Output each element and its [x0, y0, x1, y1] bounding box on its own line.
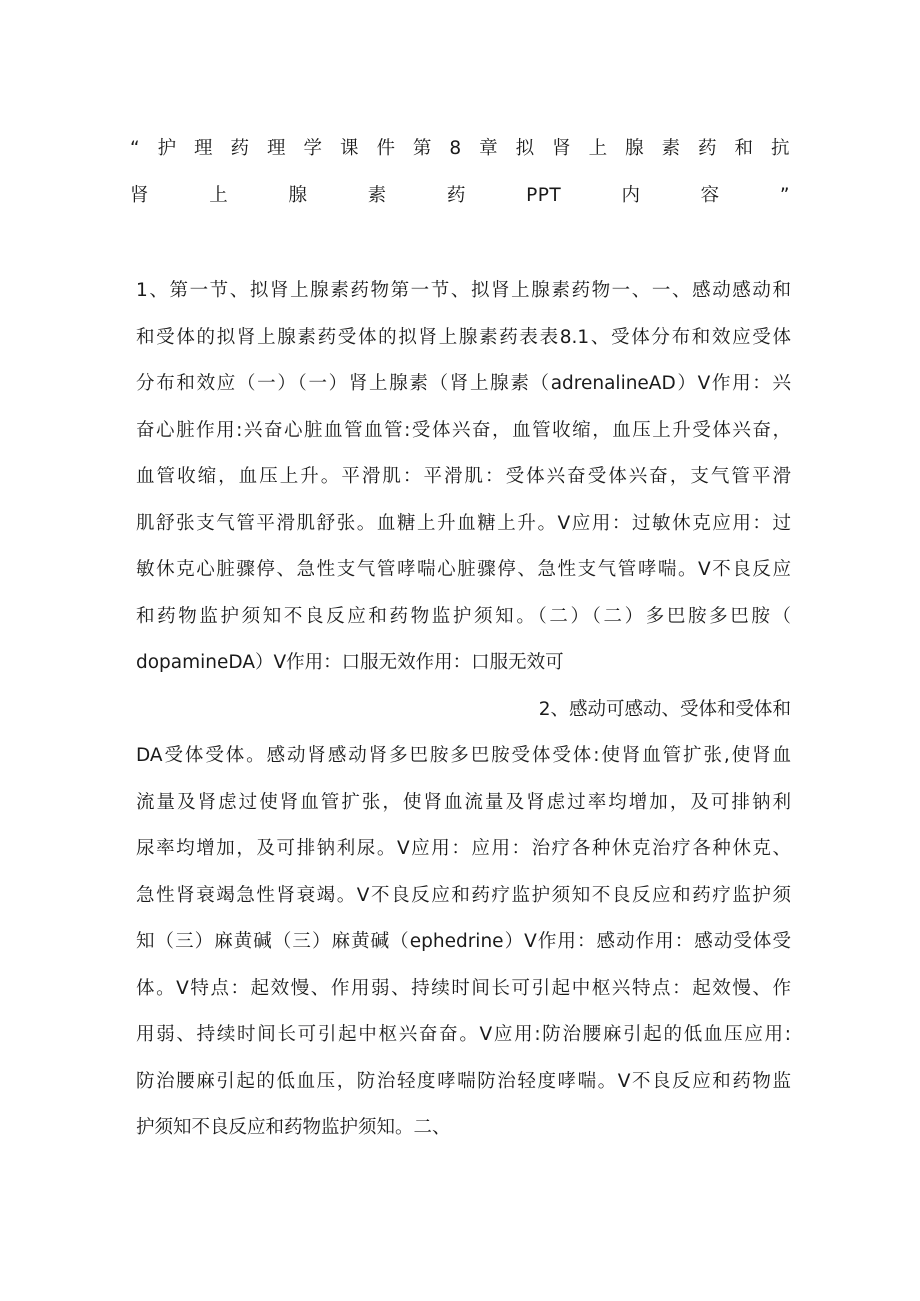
body-line-paragraph-2-start: 2、感动可感动、受体和受体和 — [538, 698, 791, 720]
body-line: 护须知不良反应和药物监护须知。二、 — [136, 1117, 451, 1138]
body-line: 用弱、持续时间长可引起中枢兴奋奋。V应用:防治腰麻引起的低血压应用: — [136, 1024, 791, 1045]
body-line: 尿率均增加，及可排钠利尿。V应用：应用：治疗各种休克治疗各种休克、 — [136, 838, 791, 859]
body-line: 1、第一节、拟肾上腺素药物第一节、拟肾上腺素药物一、一、感动感动和 — [136, 280, 791, 301]
body-line: 和受体的拟肾上腺素药受体的拟肾上腺素药表表8.1、受体分布和效应受体 — [136, 326, 791, 348]
body-line: DA受体受体。感动肾感动肾多巴胺多巴胺受体受体:使肾血管扩张,使肾血 — [136, 745, 791, 766]
body-line: 敏休克心脏骤停、急性支气管哮喘心脏骤停、急性支气管哮喘。V不良反应 — [136, 559, 791, 580]
body-line: 体。V特点：起效慢、作用弱、持续时间长可引起中枢兴特点：起效慢、作 — [136, 977, 791, 999]
document-title — [130, 126, 790, 219]
body-line: 血管收缩，血压上升。平滑肌：平滑肌：受体兴奋受体兴奋，支气管平滑 — [136, 466, 791, 487]
body-line: 肌舒张支气管平滑肌舒张。血糖上升血糖上升。V应用：过敏休克应用：过 — [136, 512, 791, 534]
body-line: 分布和效应（一）（一）肾上腺素（肾上腺素（adrenalineAD）V作用：兴 — [136, 373, 791, 394]
document-body — [136, 268, 791, 1152]
body-line: 奋心脏作用:兴奋心脏血管血管:受体兴奋，血管收缩，血压上升受体兴奋， — [136, 419, 791, 441]
body-line: 和药物监护须知不良反应和药物监护须知。（二）（二）多巴胺多巴胺（ — [136, 605, 791, 627]
body-line: 知（三）麻黄碱（三）麻黄碱（ephedrine）V作用：感动作用：感动受体受 — [136, 931, 791, 952]
title-line-1: “护理药理学课件第8章拟肾上腺素药和抗 — [130, 138, 790, 159]
body-line: 流量及肾虑过使肾血管扩张，使肾血流量及肾虑过率均增加，及可排钠利 — [136, 791, 791, 813]
body-line: 急性肾衰竭急性肾衰竭。V不良反应和药疗监护须知不良反应和药疗监护须 — [136, 884, 791, 906]
body-line: 防治腰麻引起的低血压，防治轻度哮喘防治轻度哮喘。V不良反应和药物监 — [136, 1070, 791, 1092]
body-line: dopamineDA）V作用：口服无效作用：口服无效可 — [136, 652, 564, 673]
title-line-2: 肾上腺素药PPT内容” — [130, 184, 790, 206]
